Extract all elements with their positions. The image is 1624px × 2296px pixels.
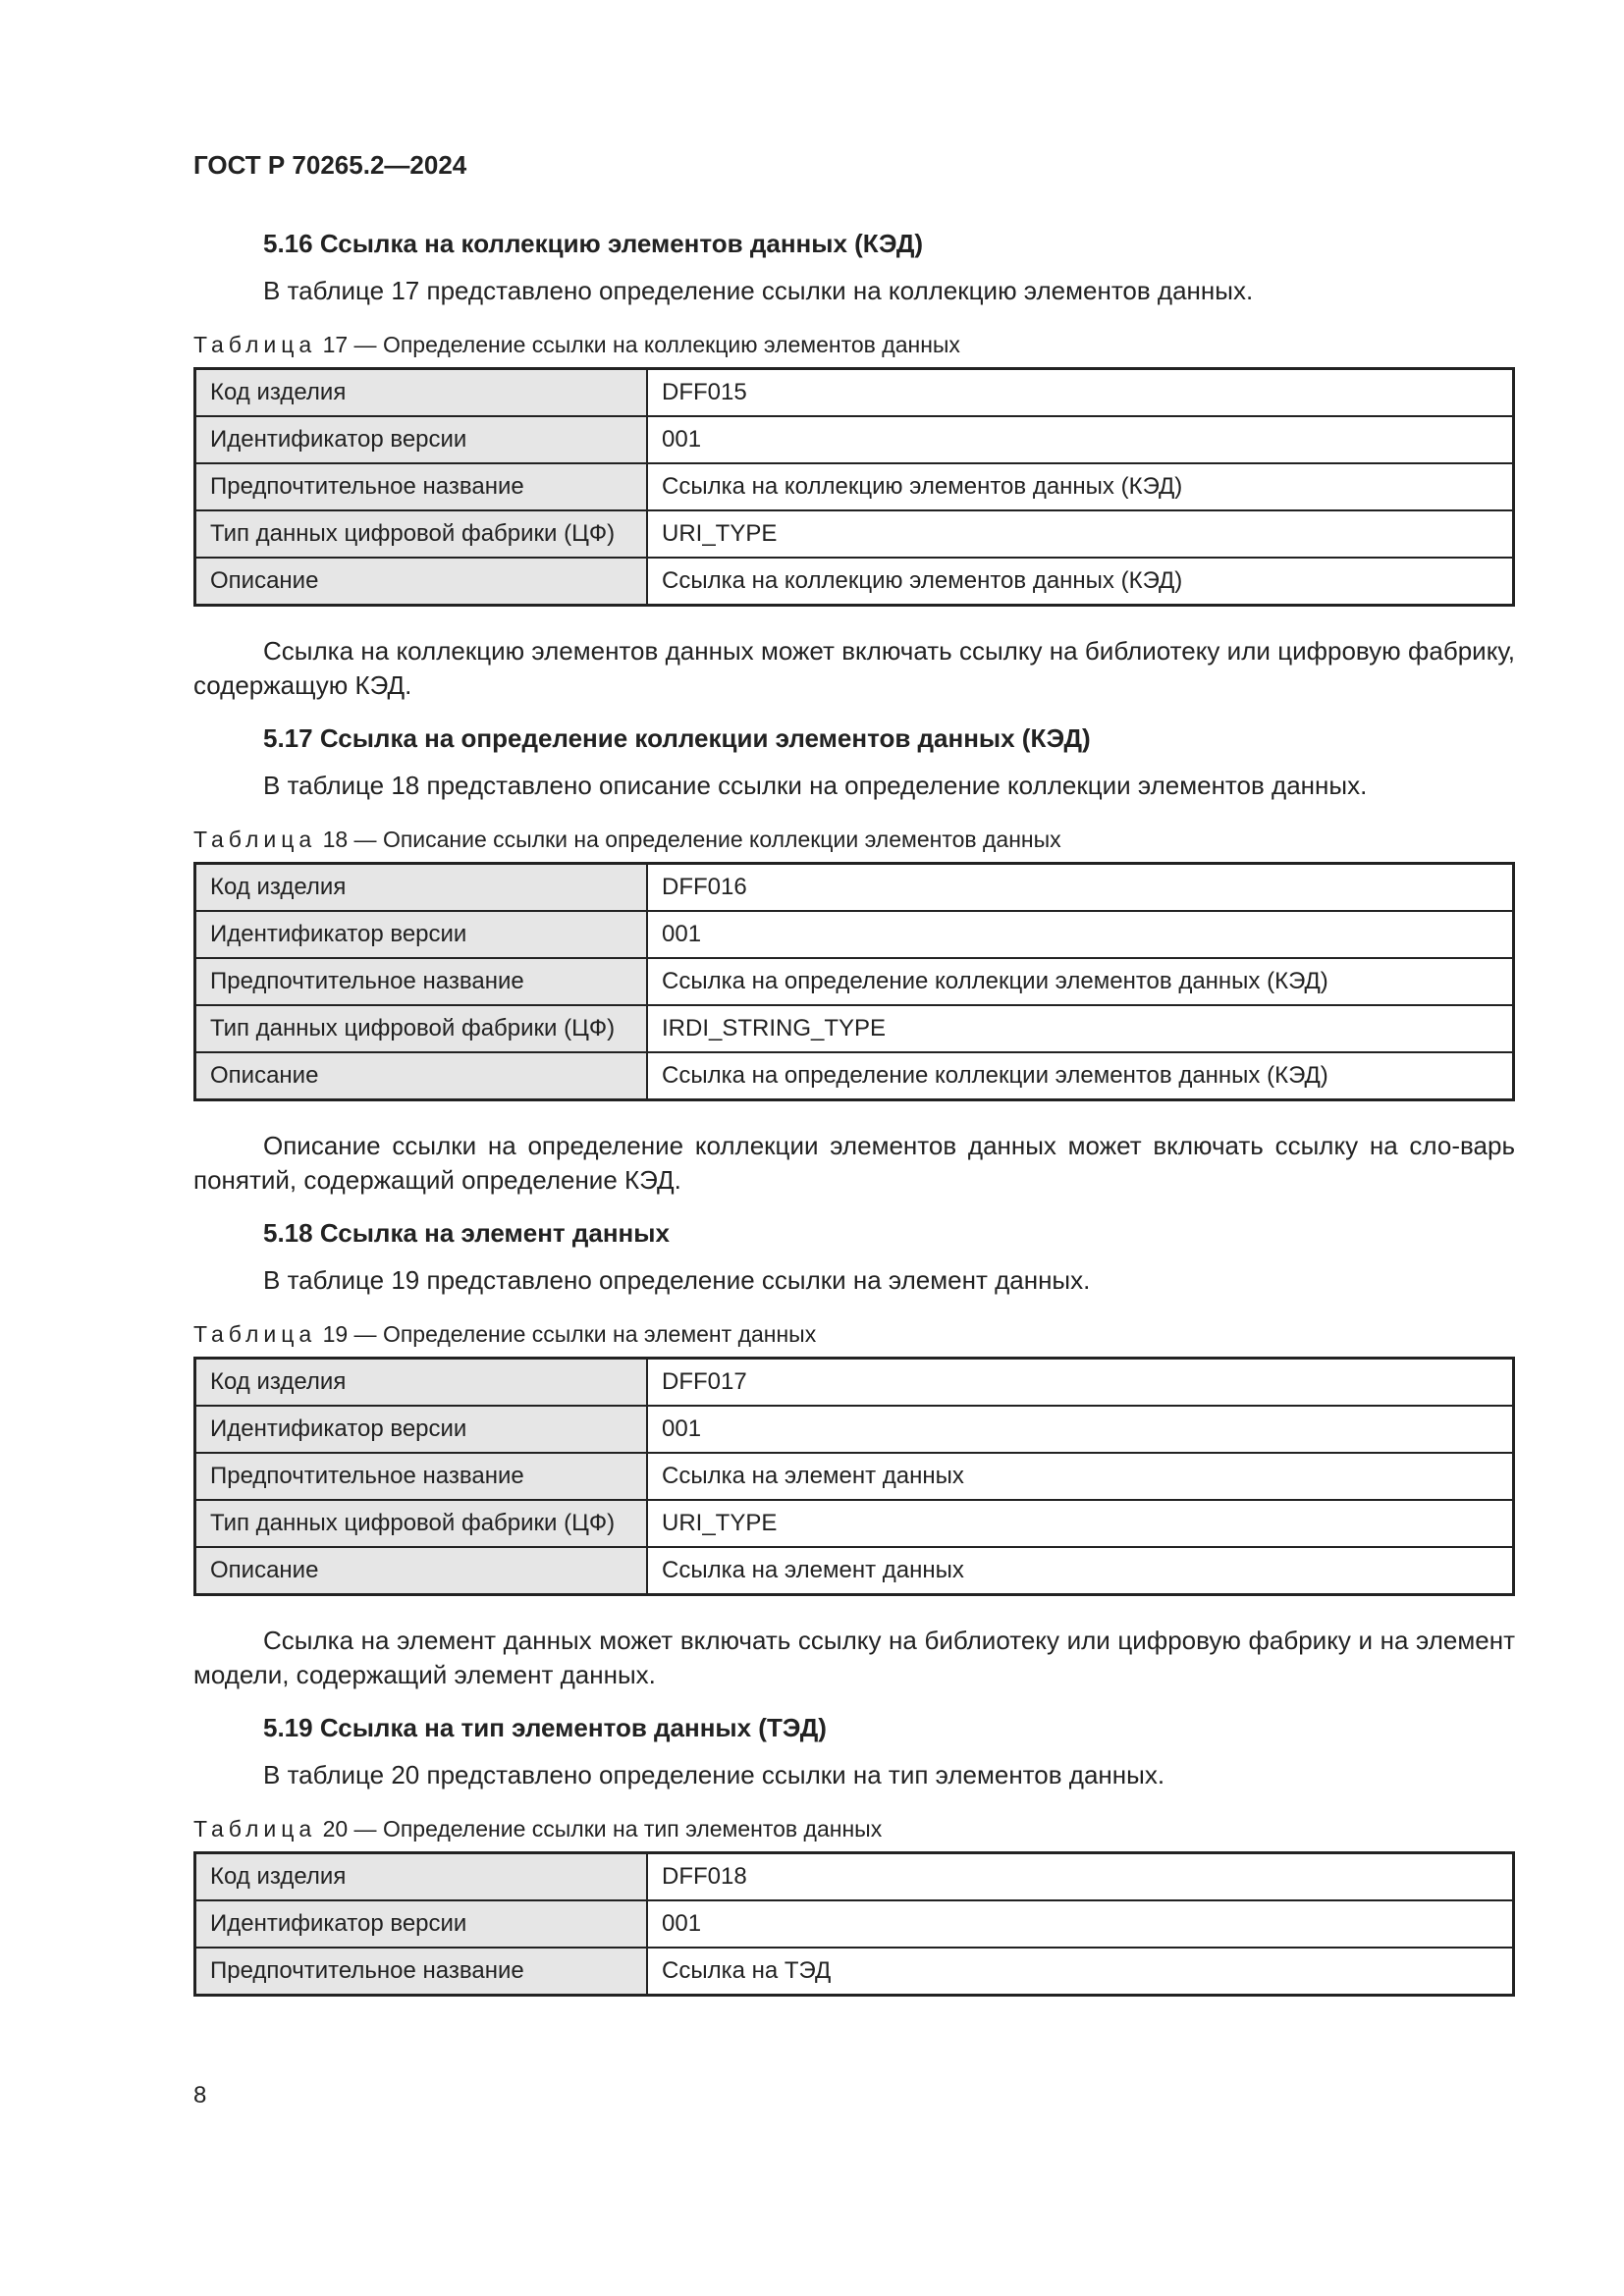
table-row [195, 1005, 1514, 1052]
row-value: Ссылка на элемент данных [647, 1453, 1514, 1500]
section-5-17 [193, 721, 1515, 1198]
table-caption-word: Таблица [193, 1816, 317, 1842]
row-value: DFF018 [647, 1853, 1514, 1901]
row-value: 001 [647, 911, 1514, 958]
table-row [195, 1359, 1514, 1407]
row-value: DFF015 [647, 369, 1514, 417]
row-key: Идентификатор версии [195, 1900, 648, 1948]
table-caption-word: Таблица [193, 827, 317, 852]
row-key: Код изделия [195, 1359, 648, 1407]
table-row [195, 416, 1514, 463]
table-row [195, 1453, 1514, 1500]
document-page [193, 147, 1515, 2024]
row-value: Ссылка на элемент данных [647, 1547, 1514, 1595]
section-5-16 [193, 226, 1515, 703]
section-paragraph: Описание ссылки на определение коллекции элементов данных может включать ссылку на сло-варь понятий, содержащий определение КЭД. [193, 1131, 1515, 1195]
section-heading: 5.18 Ссылка на элемент данных [263, 1218, 670, 1248]
table-caption-text: 20 — Определение ссылки на тип элементов данных [322, 1816, 883, 1842]
table-row [195, 1500, 1514, 1547]
section-intro: В таблице 18 представлено описание ссылки на определение коллекции элементов данных. [263, 771, 1368, 800]
section-heading: 5.16 Ссылка на коллекцию элементов данных (КЭД) [263, 229, 924, 258]
row-value: 001 [647, 416, 1514, 463]
table-row [195, 1547, 1514, 1595]
row-value: Ссылка на определение коллекции элементов данных (КЭД) [647, 1052, 1514, 1100]
table-19 [193, 1357, 1515, 1596]
row-key: Предпочтительное название [195, 1948, 648, 1996]
table-row [195, 510, 1514, 558]
section-5-19 [193, 1710, 1515, 1997]
row-key: Идентификатор версии [195, 1406, 648, 1453]
section-heading: 5.17 Ссылка на определение коллекции элементов данных (КЭД) [263, 723, 1091, 753]
row-value: 001 [647, 1900, 1514, 1948]
section-heading: 5.19 Ссылка на тип элементов данных (ТЭД) [263, 1713, 827, 1742]
document-code: ГОСТ Р 70265.2—2024 [193, 150, 467, 180]
row-key: Идентификатор версии [195, 416, 648, 463]
row-key: Код изделия [195, 1853, 648, 1901]
row-key: Предпочтительное название [195, 463, 648, 510]
row-key: Предпочтительное название [195, 1453, 648, 1500]
table-row [195, 1406, 1514, 1453]
row-key: Тип данных цифровой фабрики (ЦФ) [195, 1005, 648, 1052]
table-caption [193, 825, 1515, 854]
table-row [195, 1948, 1514, 1996]
section-intro: В таблице 20 представлено определение ссылки на тип элементов данных. [263, 1760, 1165, 1789]
row-key: Описание [195, 1052, 648, 1100]
table-caption [193, 1814, 1515, 1843]
row-value: 001 [647, 1406, 1514, 1453]
table-row [195, 1900, 1514, 1948]
row-key: Предпочтительное название [195, 958, 648, 1005]
row-value: DFF016 [647, 864, 1514, 912]
row-key: Код изделия [195, 864, 648, 912]
table-row [195, 958, 1514, 1005]
row-key: Тип данных цифровой фабрики (ЦФ) [195, 1500, 648, 1547]
row-key: Тип данных цифровой фабрики (ЦФ) [195, 510, 648, 558]
row-key: Описание [195, 558, 648, 606]
row-value: Ссылка на ТЭД [647, 1948, 1514, 1996]
table-caption [193, 1319, 1515, 1349]
table-caption-word: Таблица [193, 1321, 317, 1347]
table-row [195, 369, 1514, 417]
table-caption-text: 17 — Определение ссылки на коллекцию элементов данных [322, 332, 960, 357]
section-paragraph: Ссылка на коллекцию элементов данных может включать ссылку на библиотеку или цифровую фабрику, содержащую КЭД. [193, 636, 1515, 700]
table-row [195, 558, 1514, 606]
table-row [195, 1853, 1514, 1901]
row-key: Идентификатор версии [195, 911, 648, 958]
table-20 [193, 1851, 1515, 1997]
row-key: Описание [195, 1547, 648, 1595]
row-value: DFF017 [647, 1359, 1514, 1407]
table-row [195, 911, 1514, 958]
section-5-18 [193, 1215, 1515, 1692]
table-row [195, 1052, 1514, 1100]
row-value: IRDI_STRING_TYPE [647, 1005, 1514, 1052]
section-intro: В таблице 19 представлено определение ссылки на элемент данных. [263, 1265, 1091, 1295]
section-paragraph: Ссылка на элемент данных может включать ссылку на библиотеку или цифровую фабрику и на элемент модели, содержащий элемент данных. [193, 1626, 1515, 1689]
row-key: Код изделия [195, 369, 648, 417]
table-caption-word: Таблица [193, 332, 317, 357]
row-value: Ссылка на коллекцию элементов данных (КЭД) [647, 558, 1514, 606]
table-caption-text: 18 — Описание ссылки на определение коллекции элементов данных [322, 827, 1061, 852]
table-row [195, 864, 1514, 912]
table-17 [193, 367, 1515, 607]
row-value: Ссылка на коллекцию элементов данных (КЭД) [647, 463, 1514, 510]
row-value: Ссылка на определение коллекции элементов данных (КЭД) [647, 958, 1514, 1005]
row-value: URI_TYPE [647, 1500, 1514, 1547]
page-number: 8 [193, 2082, 207, 2109]
table-row [195, 463, 1514, 510]
section-intro: В таблице 17 представлено определение ссылки на коллекцию элементов данных. [263, 276, 1254, 305]
table-caption [193, 330, 1515, 359]
table-18 [193, 862, 1515, 1101]
table-caption-text: 19 — Определение ссылки на элемент данных [322, 1321, 817, 1347]
row-value: URI_TYPE [647, 510, 1514, 558]
